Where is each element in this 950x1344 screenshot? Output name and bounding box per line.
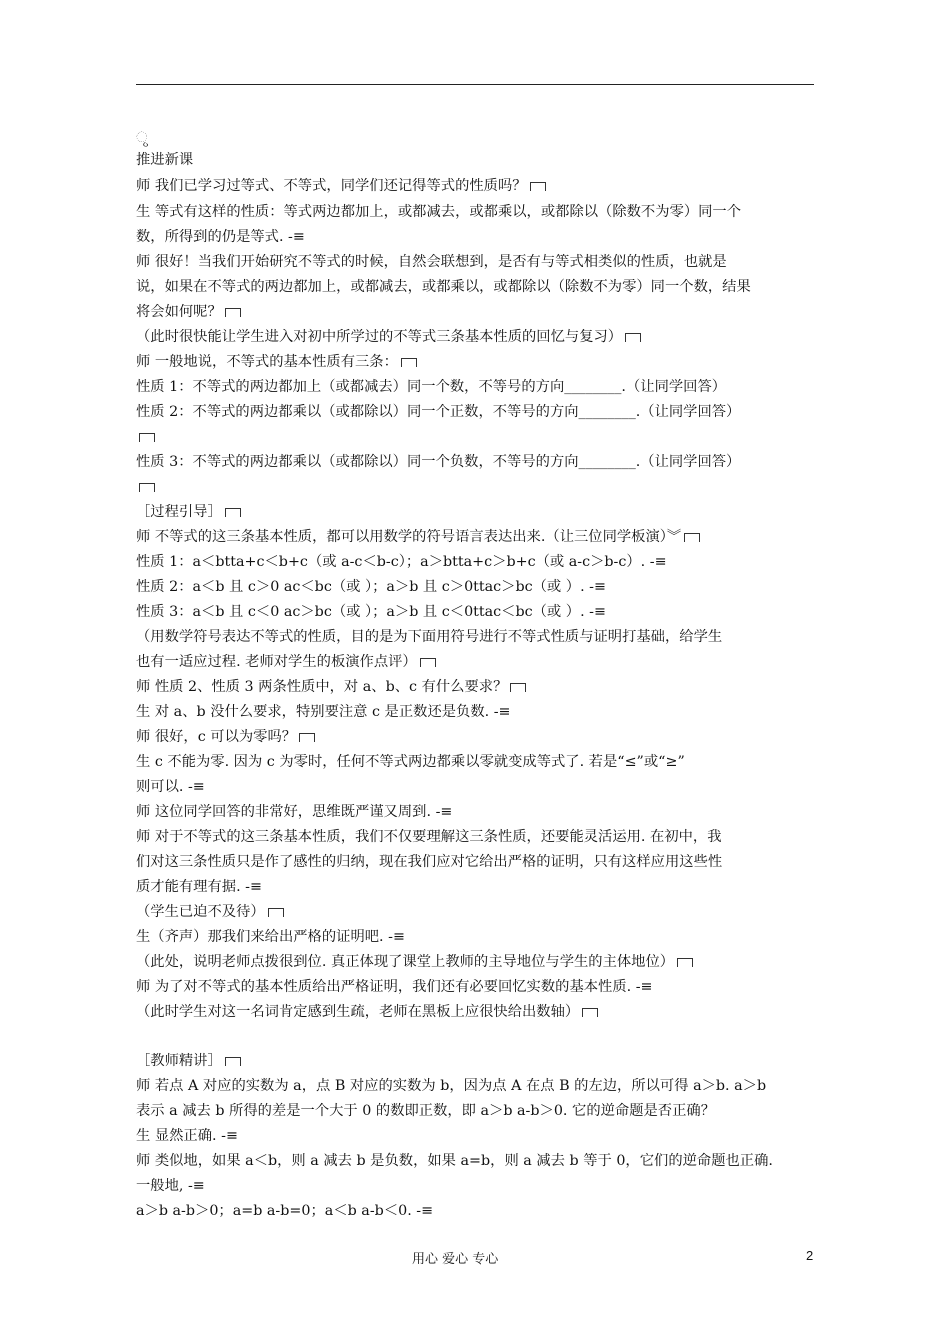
text-line xyxy=(136,927,405,947)
paragraph-mark-icon xyxy=(625,333,641,342)
text-line xyxy=(136,752,685,772)
page-number: 2 xyxy=(806,1248,814,1263)
line-text: 数，所得到的仍是等式. -≡ xyxy=(136,229,305,245)
line-text: 表示 a 减去 b 所得的差是一个大于 0 的数即正数，即 a＞b a-b＞0. 它的逆命题是否正确？ xyxy=(136,1103,715,1119)
line-text: 师 这位同学回答的非常好，思维既严谨又周到. -≡ xyxy=(136,804,453,820)
text-line xyxy=(136,577,606,597)
line-text: 性质 3：a＜b 且 c＜0 ac＞bc（或 ）；a＞b 且 c＜0ttac＜bc（或 ）. -≡ xyxy=(136,604,606,620)
line-text: 师 若点 A 对应的实数为 a，点 B 对应的实数为 b，因为点 A 在点 B 的左边，所以可得 a＞b. a＞b xyxy=(136,1078,767,1094)
line-text: 一般地, -≡ xyxy=(136,1178,205,1194)
paragraph-mark-icon xyxy=(139,433,155,442)
line-text: 则可以. -≡ xyxy=(136,779,205,795)
line-text: 师 对于不等式的这三条基本性质，我们不仅要理解这三条性质，还要能灵活运用. 在初中，我 xyxy=(136,829,722,845)
line-text: 师 类似地，如果 a＜b，则 a 减去 b 是负数，如果 a=b，则 a 减去 b 等于 0，它们的逆命题也正确. xyxy=(136,1153,773,1169)
paragraph-mark-icon xyxy=(530,182,546,191)
line-text: a＞b a-b＞0；a=b a-b=0；a＜b a-b＜0. -≡ xyxy=(136,1203,434,1219)
paragraph-mark-icon xyxy=(139,483,155,492)
line-text: 说，如果在不等式的两边都加上，或都减去，或都乘以，或都除以（除数不为零）同一个数，结果 xyxy=(136,279,751,295)
line-text: 生（齐声）那我们来给出严格的证明吧. -≡ xyxy=(136,929,405,945)
line-text: ୃ xyxy=(136,130,148,146)
text-line xyxy=(136,302,241,322)
paragraph-mark-icon xyxy=(225,308,241,317)
text-line xyxy=(136,877,262,897)
text-line xyxy=(136,252,727,272)
paragraph-mark-icon xyxy=(401,358,417,367)
text-line xyxy=(136,1101,715,1121)
text-line xyxy=(136,777,205,797)
text-line xyxy=(136,902,284,922)
text-line xyxy=(136,677,526,697)
text-line xyxy=(136,1176,205,1196)
line-text: 质才能有理有据. -≡ xyxy=(136,879,262,895)
text-line xyxy=(136,427,155,447)
text-line xyxy=(136,502,241,522)
text-line xyxy=(136,727,315,747)
text-line xyxy=(136,1051,241,1071)
text-line xyxy=(136,1126,238,1146)
paragraph-mark-icon xyxy=(268,908,284,917)
paragraph-mark-icon xyxy=(677,958,693,967)
paragraph-mark-icon xyxy=(225,508,241,517)
header-rule xyxy=(136,84,814,85)
line-text: （用数学符号表达不等式的性质，目的是为下面用符号进行不等式性质与证明打基础，给学生 xyxy=(136,629,723,645)
line-text: 生 c 不能为零. 因为 c 为零时，任何不等式两边都乘以零就变成等式了. 若是“≤”或“≥” xyxy=(136,754,685,770)
text-line xyxy=(136,1076,766,1096)
text-line xyxy=(136,277,751,297)
text-line xyxy=(136,627,722,647)
text-line xyxy=(136,602,606,622)
line-text: 生 等式有这样的性质：等式两边都加上，或都减去，或都乘以，或都除以（除数不为零）同一个 xyxy=(136,204,742,220)
line-text: ［教师精讲］ xyxy=(136,1053,222,1069)
text-line xyxy=(136,352,417,372)
line-text: 性质 2：不等式的两边都乘以（或都除以）同一个正数，不等号的方向________.（让同学回答） xyxy=(136,404,741,420)
line-text: 们对这三条性质只是作了感性的归纳，现在我们应对它给出严格的证明，只有这样应用这些性 xyxy=(136,854,723,870)
text-line xyxy=(136,827,722,847)
line-text: 性质 1：a＜btta+c＜b+c（或 a-c＜b-c）；a＞btta+c＞b+c（或 a-c＞b-c）. -≡ xyxy=(136,554,667,570)
paragraph-mark-icon xyxy=(420,658,436,667)
line-text: 师 性质 2、性质 3 两条性质中，对 a、b、c 有什么要求？ xyxy=(136,679,508,695)
text-line xyxy=(136,552,667,572)
text-line xyxy=(136,652,436,672)
line-text: 师 一般地说，不等式的基本性质有三条： xyxy=(136,354,398,370)
paragraph-mark-icon xyxy=(225,1057,241,1066)
line-text: 师 很好！当我们开始研究不等式的时候，自然会联想到，是否有与等式相类似的性质，也就是 xyxy=(136,254,727,270)
text-line xyxy=(136,176,546,196)
line-text: （此时很快能让学生进入对初中所学过的不等式三条基本性质的回忆与复习） xyxy=(136,329,623,345)
line-text: 推进新课 xyxy=(136,152,194,168)
text-line xyxy=(136,402,740,422)
line-text: 生 显然正确. -≡ xyxy=(136,1128,238,1144)
line-text: 师 我们已学习过等式、不等式，同学们还记得等式的性质吗？ xyxy=(136,178,527,194)
text-line xyxy=(136,452,740,472)
text-line xyxy=(136,377,726,397)
text-line xyxy=(136,852,722,872)
text-line xyxy=(136,477,155,497)
text-line xyxy=(136,327,641,347)
paragraph-mark-icon xyxy=(299,733,315,742)
paragraph-mark-icon xyxy=(510,683,526,692)
text-line xyxy=(136,702,511,722)
text-line xyxy=(136,1201,433,1221)
text-line xyxy=(136,1151,773,1171)
line-text: 生 对 a、b 没什么要求，特别要注意 c 是正数还是负数. -≡ xyxy=(136,704,511,720)
text-line xyxy=(136,202,741,222)
text-line xyxy=(136,977,653,997)
line-text: （学生已迫不及待） xyxy=(136,904,265,920)
paragraph-mark-icon xyxy=(582,1008,598,1017)
text-line xyxy=(136,128,147,148)
text-line xyxy=(136,527,700,547)
text-line xyxy=(136,227,305,247)
line-text: 将会如何呢？ xyxy=(136,304,222,320)
line-text: 师 很好，c 可以为零吗？ xyxy=(136,729,297,745)
text-line xyxy=(136,952,693,972)
text-line xyxy=(136,1002,598,1022)
line-text: （此时学生对这一名词肯定感到生疏，老师在黑板上应很快给出数轴） xyxy=(136,1004,580,1020)
line-text: 性质 2：a＜b 且 c＞0 ac＜bc（或 ）；a＞b 且 c＞0ttac＞bc（或 ）. -≡ xyxy=(136,579,606,595)
line-text: 性质 1：不等式的两边都加上（或都减去）同一个数，不等号的方向________.（让同学回答） xyxy=(136,379,727,395)
line-text: 师 为了对不等式的基本性质给出严格证明，我们还有必要回忆实数的基本性质. -≡ xyxy=(136,979,653,995)
line-text: 性质 3：不等式的两边都乘以（或都除以）同一个负数，不等号的方向________.（让同学回答） xyxy=(136,454,741,470)
line-text: （此处，说明老师点拨很到位. 真正体现了课堂上教师的主导地位与学生的主体地位） xyxy=(136,954,675,970)
text-line xyxy=(136,150,193,170)
paragraph-mark-icon xyxy=(684,533,700,542)
line-text: 师 不等式的这三条基本性质，都可以用数学的符号语言表达出来.（让三位同学板演）︾ xyxy=(136,529,682,545)
line-text: 也有一适应过程. 老师对学生的板演作点评） xyxy=(136,654,417,670)
footer-motto: 用心 爱心 专心 xyxy=(412,1252,499,1267)
line-text: ［过程引导］ xyxy=(136,504,222,520)
text-line xyxy=(136,802,452,822)
